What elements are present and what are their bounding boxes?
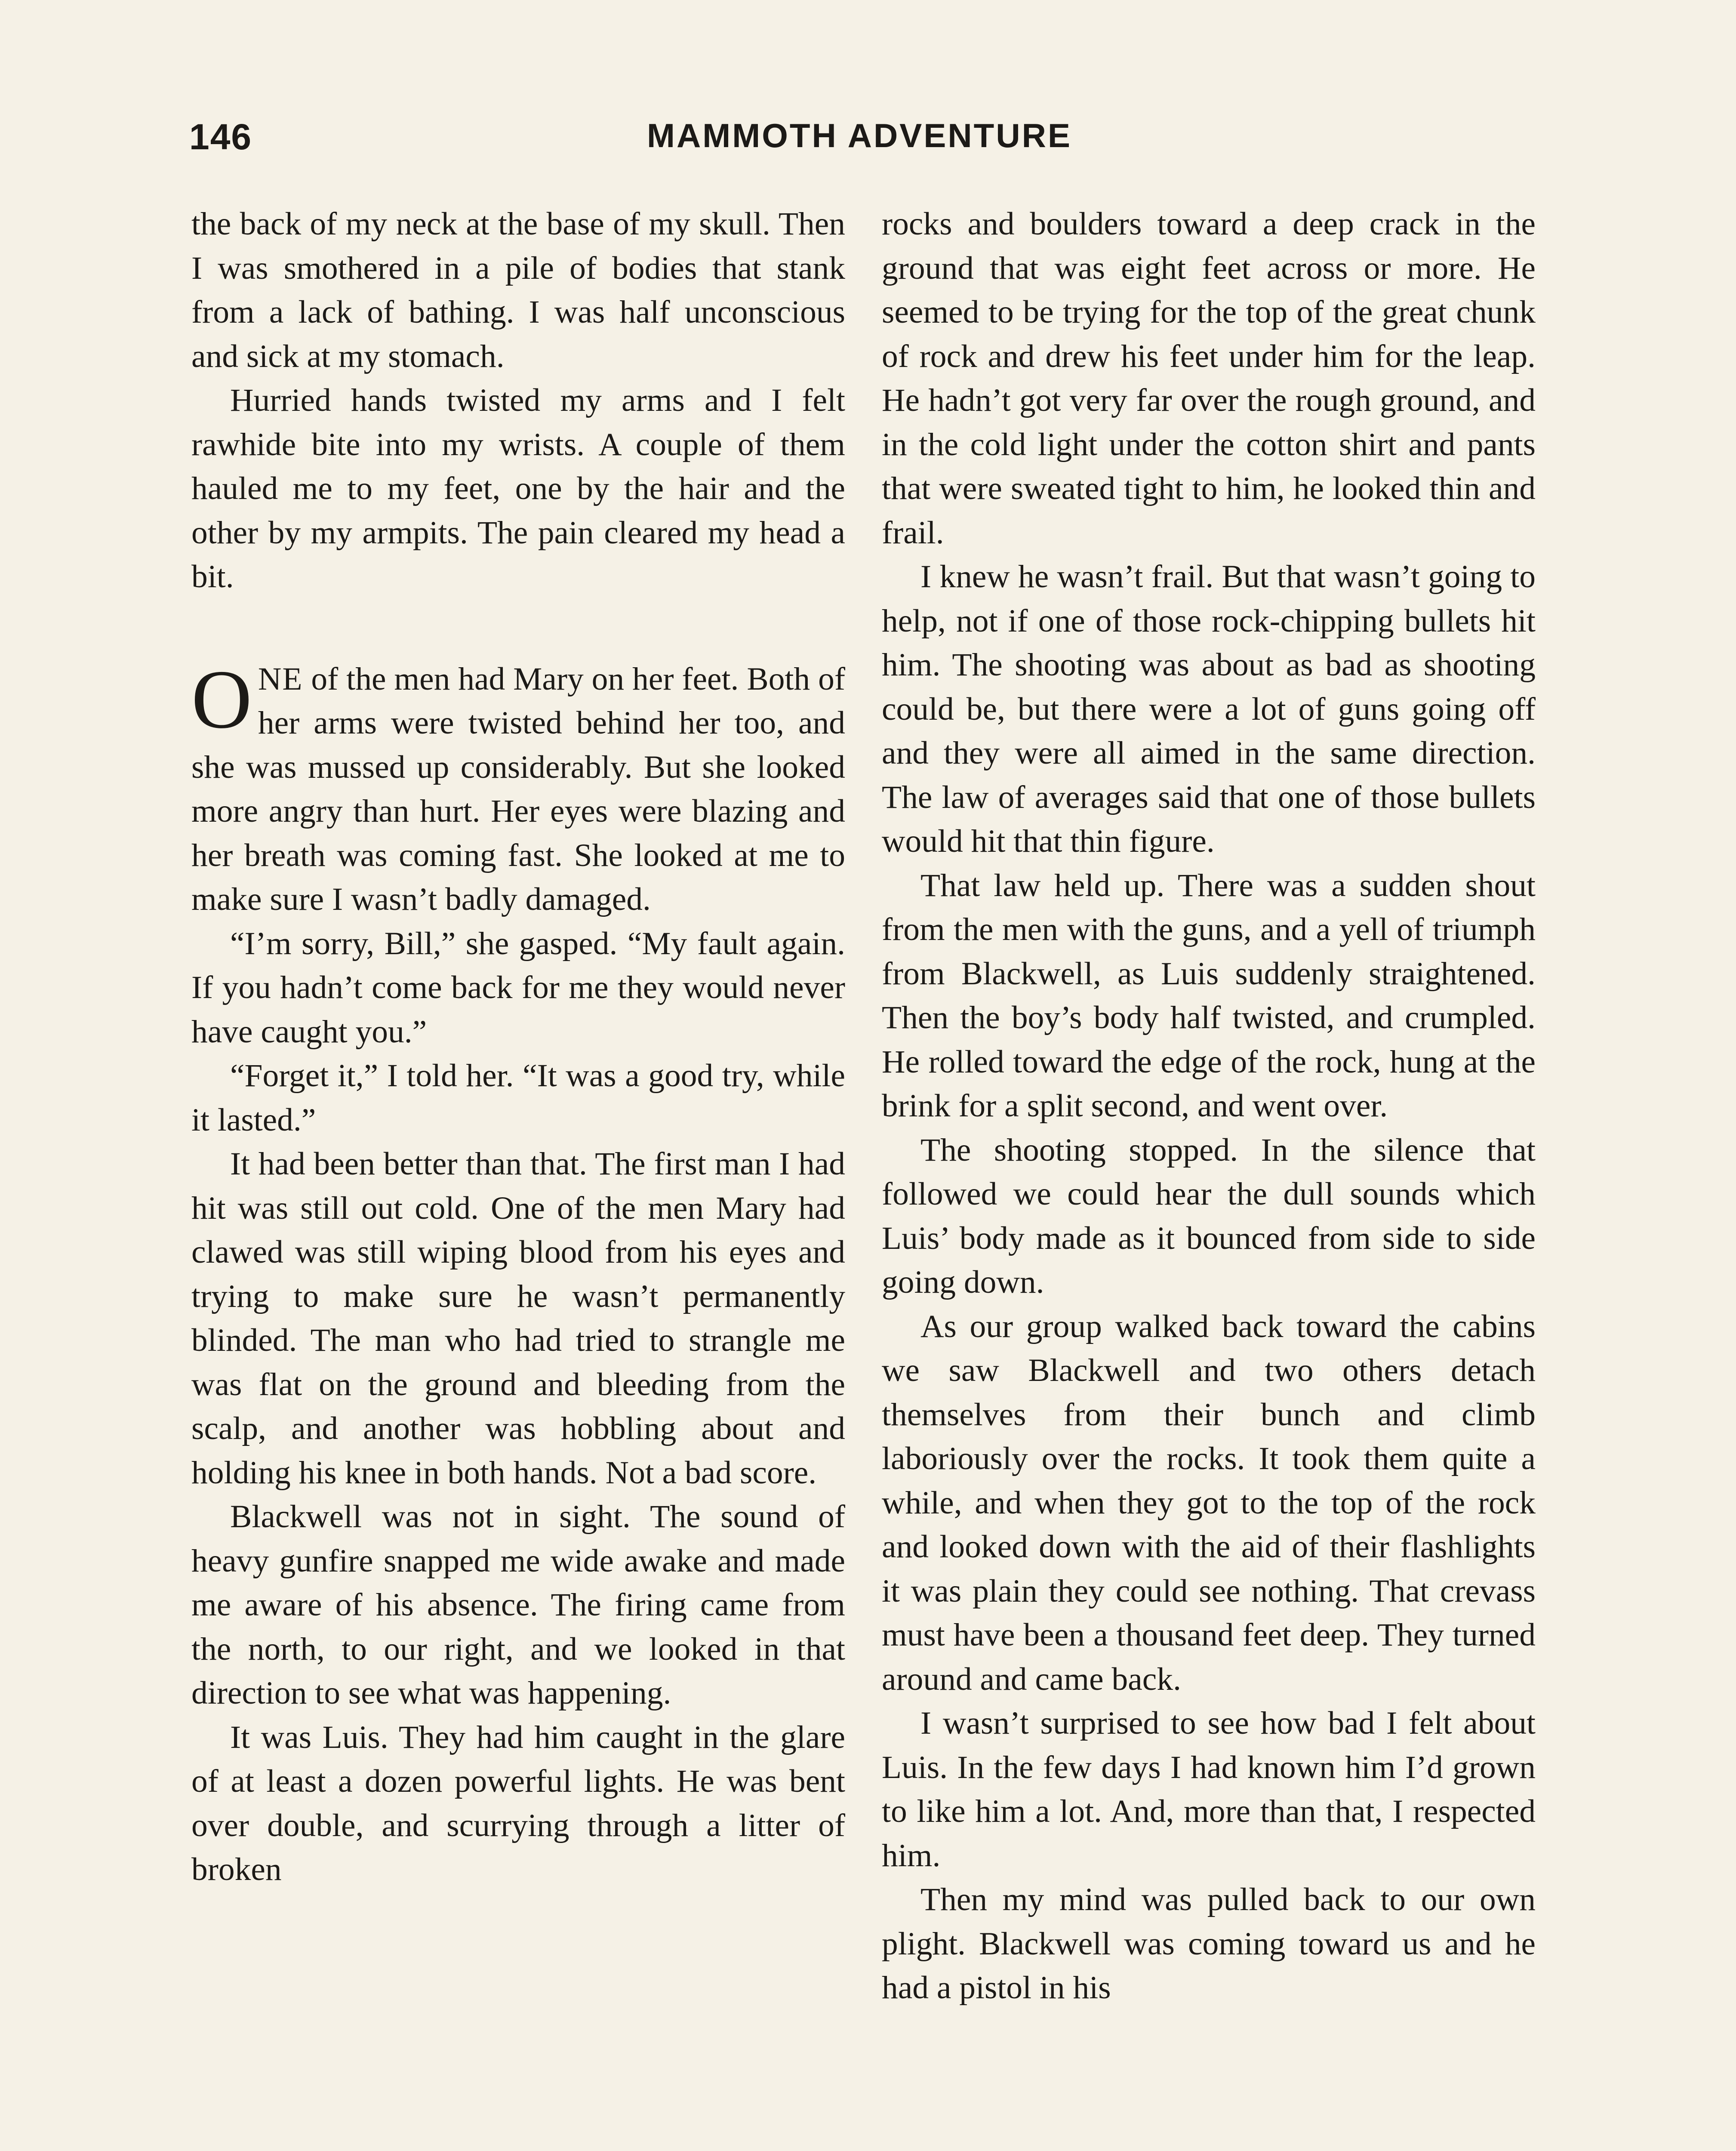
paragraph: Then my mind was pulled back to our own plight. Blackwell was coming toward us and he had a pistol in his: [882, 1882, 1536, 2006]
page-header: [189, 116, 1530, 168]
paragraph: Hurried hands twisted my arms and I felt rawhide bite into my wrists. A couple of them hauled me to my feet, one by the hair and the other by my armpits. The pain cleared my head a bit.: [191, 382, 845, 595]
paragraph: That law held up. There was a sudden shout from the men with the guns, and a yell of triumph from Blackwell, as Luis suddenly straightened. Then the boy’s body half twisted, and crumpled. He rolled toward the edge of the rock, hung at the brink for a split second, and went over.: [882, 867, 1536, 1124]
running-title: MAMMOTH ADVENTURE: [646, 117, 1072, 154]
drop-cap: O: [191, 653, 252, 746]
paragraph: “Forget it,” I told her. “It was a good try, while it lasted.”: [191, 1058, 845, 1138]
page-number: 146: [189, 117, 252, 157]
right-text-column: [882, 202, 1536, 2010]
paragraph: I wasn’t surprised to see how bad I felt about Luis. In the few days I had known him I’d grown to like him a lot. And, more than that, I respected him.: [882, 1705, 1536, 1874]
paragraph: “I’m sorry, Bill,” she gasped. “My fault again. If you hadn’t come back for me they would never have caught you.”: [191, 925, 845, 1050]
paragraph: rocks and boulders toward a deep crack in the ground that was eight feet across or more. He seemed to be trying for the top of the great chunk of rock and drew his feet under him for the leap. He hadn’t got very far over the rough ground, and in the cold light under the cotton shirt and pants that were sweated tight to him, he looked thin and frail.: [882, 206, 1536, 551]
paragraph-text: of the men had Mary on her feet. Both of her arms were twisted behind her too, and she was mussed up considerably. But she looked more angry than hurt. Her eyes were blazing and her breath was coming fast. She looked at me to make sure I wasn’t badly damaged.: [191, 661, 845, 917]
paragraph: It had been better than that. The first man I had hit was still out cold. One of the men Mary had clawed was still wiping blood from his eyes and trying to make sure he wasn’t permanently blinded. The man who had tried to strangle me was flat on the ground and bleeding from the scalp, and another was hobbling about and holding his knee in both hands. Not a bad score.: [191, 1146, 845, 1491]
paragraph: As our group walked back toward the cabins we saw Blackwell and two others detach themselves from their bunch and climb laboriously over the rocks. It took them quite a while, and when they got to the top of the rock and looked down with the aid of their flashlights it was plain they could see nothing. That crevass must have been a thousand feet deep. They turned around and came back.: [882, 1308, 1536, 1697]
paragraph: It was Luis. They had him caught in the glare of at least a dozen powerful lights. He was bent over double, and scurrying through a litter of broken: [191, 1719, 845, 1887]
small-caps-lead: NE: [258, 661, 303, 697]
left-text-column: [191, 202, 845, 1892]
section-opening-paragraph: [191, 653, 845, 922]
paragraph: I knew he wasn’t frail. But that wasn’t going to help, not if one of those rock-chipping bullets hit him. The shooting was about as bad as shooting could be, but there were a lot of guns going off and they were all aimed in the same direction. The law of averages said that one of those bullets would hit that thin figure.: [882, 559, 1536, 859]
paragraph: Blackwell was not in sight. The sound of heavy gunfire snapped me wide awake and made me aware of his absence. The firing came from the north, to our right, and we looked in that direction to see what was happening.: [191, 1499, 845, 1711]
paragraph: The shooting stopped. In the silence that followed we could hear the dull sounds which Luis’ body made as it bounced from side to side going down.: [882, 1132, 1536, 1300]
paragraph: the back of my neck at the base of my skull. Then I was smothered in a pile of bodies that stank from a lack of bathing. I was half unconscious and sick at my stomach.: [191, 206, 845, 374]
